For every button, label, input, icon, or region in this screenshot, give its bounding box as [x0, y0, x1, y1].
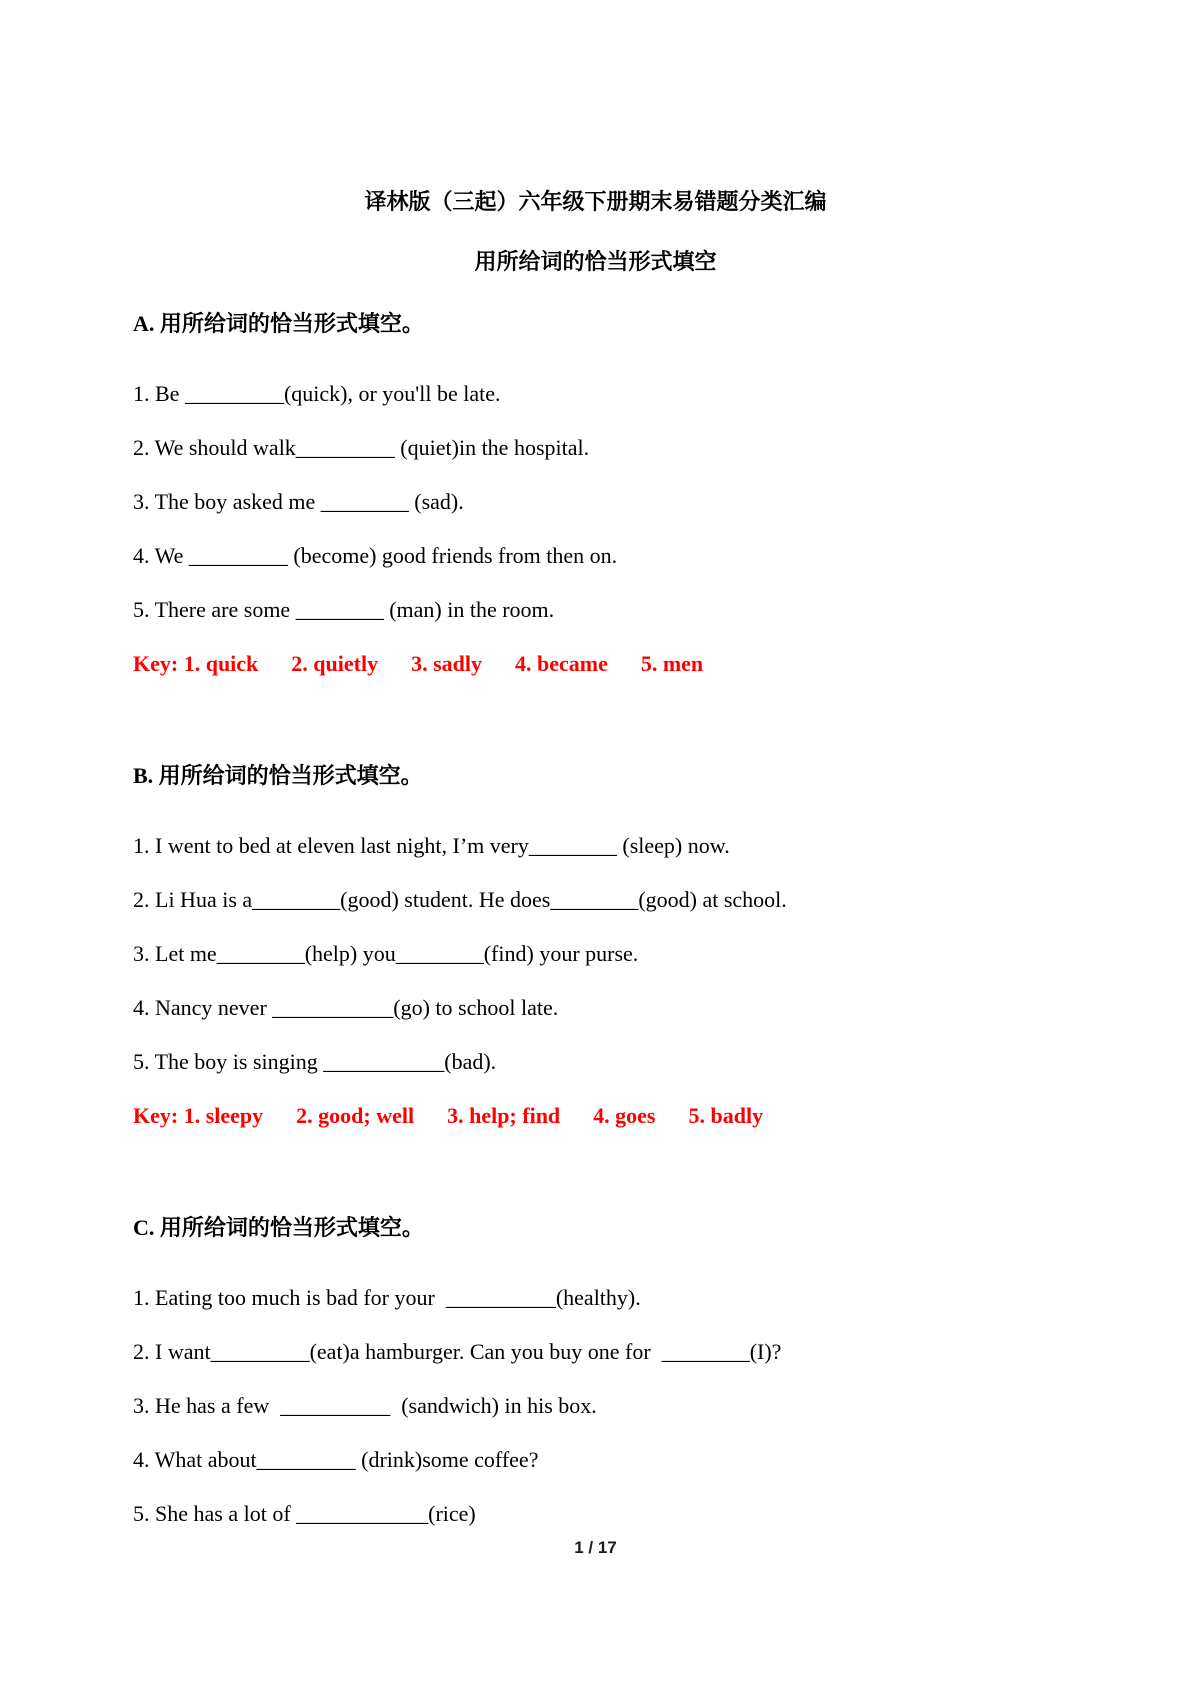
- question-b1: 1. I went to bed at eleven last night, I’m very________ (sleep) now.: [133, 833, 730, 858]
- question-b3: 3. Let me________(help) you________(find) your purse.: [133, 941, 639, 966]
- question-b5: 5. The boy is singing ___________(bad).: [133, 1049, 497, 1074]
- answer-key-a: Key: 1. quick 2. quietly 3. sadly 4. became 5. men: [133, 651, 704, 676]
- section-c: [133, 1157, 1058, 1527]
- question-b2: 2. Li Hua is a________(good) student. He does________(good) at school.: [133, 887, 787, 912]
- question-a4: 4. We _________ (become) good friends from then on.: [133, 543, 618, 568]
- answer-key-b: Key: 1. sleepy 2. good; well 3. help; find 4. goes 5. badly: [133, 1103, 764, 1128]
- section-c-heading: C. 用所给词的恰当形式填空。: [133, 1215, 424, 1240]
- question-a3: 3. The boy asked me ________ (sad).: [133, 489, 464, 514]
- question-c5: 5. She has a lot of ____________(rice): [133, 1501, 476, 1526]
- question-c4: 4. What about_________ (drink)some coffee?: [133, 1447, 539, 1472]
- question-b4: 4. Nancy never ___________(go) to school late.: [133, 995, 559, 1020]
- section-b: [133, 705, 1058, 1129]
- document-title: 译林版（三起）六年级下册期末易错题分类汇编: [364, 189, 827, 214]
- question-c2: 2. I want_________(eat)a hamburger. Can you buy one for ________(I)?: [133, 1339, 782, 1364]
- section-a-heading: A. 用所给词的恰当形式填空。: [133, 311, 424, 336]
- section-b-heading: B. 用所给词的恰当形式填空。: [133, 763, 423, 788]
- section-a: [133, 311, 1058, 677]
- document-subtitle: 用所给词的恰当形式填空: [474, 249, 717, 274]
- question-a1: 1. Be _________(quick), or you'll be late.: [133, 381, 501, 406]
- question-c3: 3. He has a few __________ (sandwich) in his box.: [133, 1393, 597, 1418]
- question-a5: 5. There are some ________ (man) in the room.: [133, 597, 555, 622]
- question-c1: 1. Eating too much is bad for your __________(healthy).: [133, 1285, 641, 1310]
- page-number: 1 / 17: [574, 1538, 617, 1557]
- question-a2: 2. We should walk_________ (quiet)in the hospital.: [133, 435, 590, 460]
